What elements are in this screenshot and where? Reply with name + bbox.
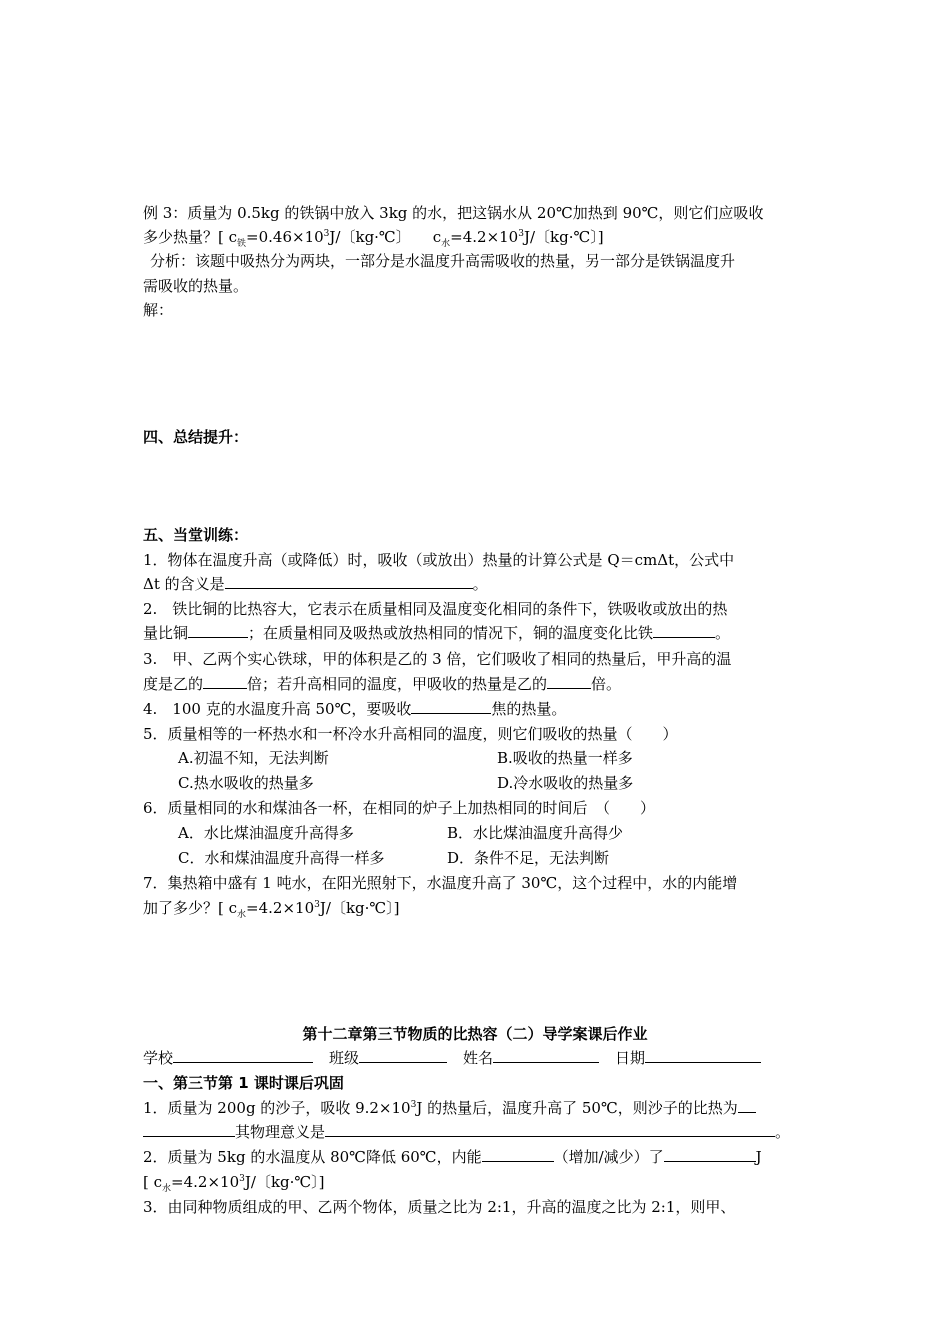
h1-blank-1a[interactable] — [738, 1098, 756, 1113]
q2-line1: 2. 铁比铜的比热容大，它表示在质量相同及温度变化相同的条件下，铁吸收或放出的热 — [143, 600, 728, 618]
q2-line2: 量比铜 ；在质量相同及吸热或放热相同的情况下，铜的温度变化比铁 。 — [143, 624, 731, 642]
section5-heading: 五、当堂训练： — [143, 526, 249, 544]
section4-heading: 四、总结提升： — [143, 428, 249, 446]
q5-option-a: A.初温不知，无法判断 — [178, 749, 329, 767]
date-field[interactable] — [645, 1048, 761, 1063]
homework-section1-heading: 一、第三节第 1 课时课后巩固 — [143, 1074, 344, 1092]
example3-line2: 多少热量？[ $c_铁=0.46\times 10^3J/$〔kg·℃〕 $c_水=4.2\times 10^3J/$〔kg·℃〕] — [143, 228, 604, 249]
h2-line1: 2．质量为 5kg 的水温度从 80℃降低 60℃，内能 （增加/减少）了 J — [143, 1148, 762, 1166]
h2-blank-2[interactable] — [664, 1147, 756, 1162]
q5-option-d: D.冷水吸收的热量多 — [497, 774, 634, 792]
q3-line2: 度是乙的 倍；若升高相同的温度，甲吸收的热量是乙的 倍。 — [143, 675, 622, 693]
h1-line2: 其物理意义是 。 — [143, 1122, 790, 1142]
q6-option-c: C．水和煤油温度升高得一样多 — [178, 849, 385, 867]
q3-line1: 3. 甲、乙两个实心铁球，甲的体积是乙的 3 倍，它们吸收了相同的热量后，甲升高的温 — [143, 650, 732, 668]
example3-solution: 解： — [143, 301, 174, 319]
h2-blank-1[interactable] — [482, 1147, 554, 1162]
h1-blank-2[interactable] — [325, 1122, 775, 1137]
q1-blank[interactable] — [225, 574, 473, 589]
q5-option-c: C.热水吸收的热量多 — [178, 774, 314, 792]
q4-blank[interactable] — [411, 699, 491, 714]
q3-blank-1[interactable] — [203, 674, 247, 689]
q2-blank-1[interactable] — [188, 623, 248, 638]
q7-line1: 7．集热箱中盛有 1 吨水，在阳光照射下，水温度升高了 30℃，这个过程中，水的内能增 — [143, 874, 738, 892]
example3-analysis-line1: 分析：该题中吸热分为两块，一部分是水温度升高需吸收的热量，另一部分是铁锅温度升 — [150, 252, 736, 270]
h3-line1: 3．由同种物质组成的甲、乙两个物体，质量之比为 2:1，升高的温度之比为 2:1，则甲、 — [143, 1198, 736, 1216]
q3-blank-2[interactable] — [547, 674, 591, 689]
q7-line2: 加了多少？[ $c_水=4.2\times 10^3J/$〔kg·℃〕] — [143, 899, 400, 920]
student-info-row: 学校 班级 姓名 日期 — [143, 1048, 761, 1068]
h1-blank-1b[interactable] — [143, 1122, 235, 1137]
q5-stem: 5．质量相等的一杯热水和一杯冷水升高相同的温度，则它们吸收的热量（ ） — [143, 725, 678, 743]
q1-line2: Δt 的含义是 。 — [143, 575, 488, 593]
homework-title: 第十二章第三节物质的比热容（二）导学案课后作业 — [302, 1025, 648, 1043]
example3-analysis-line2: 需吸收的热量。 — [143, 277, 249, 295]
name-field[interactable] — [493, 1048, 599, 1063]
h2-line2: [ $c_水=4.2\times 10^3J/$〔kg·℃〕] — [143, 1173, 325, 1194]
q4-line: 4. 100 克的水温度升高 50℃，要吸收 焦的热量。 — [143, 700, 567, 718]
q6-option-a: A．水比煤油温度升高得多 — [178, 824, 354, 842]
q2-blank-2[interactable] — [653, 623, 715, 638]
class-field[interactable] — [359, 1048, 447, 1063]
q6-option-b: B．水比煤油温度升高得少 — [447, 824, 624, 842]
q6-option-d: D．条件不足，无法判断 — [447, 849, 610, 867]
example3-line1: 例 3：质量为 0.5kg 的铁锅中放入 3kg 的水，把这锅水从 20℃加热到 90℃，则它们应吸收 — [143, 204, 764, 222]
school-field[interactable] — [173, 1048, 313, 1063]
q5-option-b: B.吸收的热量一样多 — [497, 749, 633, 767]
q6-stem: 6．质量相同的水和煤油各一杯，在相同的炉子上加热相同的时间后 （ ） — [143, 799, 656, 817]
q1-line1: 1．物体在温度升高（或降低）时，吸收（或放出）热量的计算公式是 Q＝cmΔt，公式中 — [143, 551, 735, 569]
h1-line1: 1．质量为 200g 的沙子，吸收 $9.2\times 10^3J$ 的热量后，温度升高了 50℃，则沙子的比热为 — [143, 1098, 756, 1118]
